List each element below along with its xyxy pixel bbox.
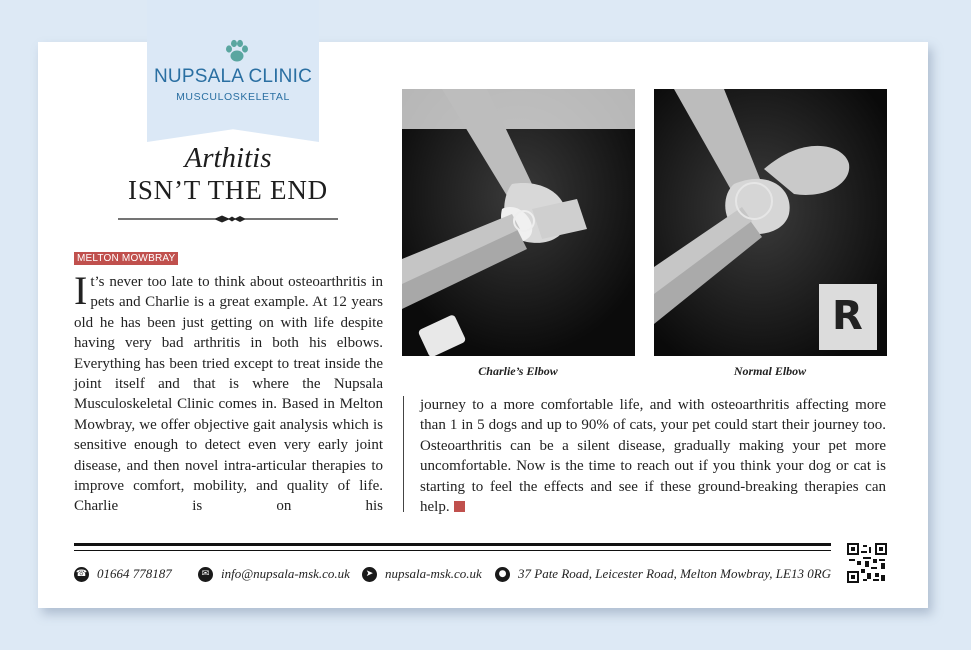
envelope-icon: ✉ xyxy=(198,567,213,582)
headline-line-2: ISN’T THE END xyxy=(128,175,328,205)
xray-image-charlie xyxy=(402,89,635,356)
article-text-left xyxy=(74,268,383,517)
drop-cap: I xyxy=(74,268,88,313)
footer-rule-thin xyxy=(74,550,831,551)
headline-line-1: Arthitis xyxy=(184,142,272,174)
column-rule xyxy=(403,396,404,512)
clinic-subtitle: MUSCULOSKELETAL xyxy=(176,91,290,103)
article-text-right xyxy=(420,395,886,517)
qr-code-icon[interactable] xyxy=(847,543,887,583)
footer-email[interactable] xyxy=(198,566,350,582)
location-tag: MELTON MOWBRAY xyxy=(74,252,178,265)
clinic-name: NUPSALA CLINIC xyxy=(153,66,313,87)
phone-icon: ☎ xyxy=(74,567,89,582)
paw-logo-icon xyxy=(224,38,250,64)
ornamental-divider xyxy=(118,213,338,225)
caption-charlie-elbow: Charlie’s Elbow xyxy=(478,364,558,378)
right-column-text: journey to a more comfortable life, and with osteoarthritis affecting more than 1 in 5 dogs and up to 90% of cats, your pet could start their journey too. Osteoarthritis can be a silent disease, gradually making your pet more uncomfortable. Now is the time to reach out if you think your dog or cat is starting to feel the effects and see if these ground-breaking therapies can help. xyxy=(420,397,886,516)
xray-image-normal xyxy=(654,89,887,356)
website-text: nupsala-msk.co.uk xyxy=(385,566,482,581)
phone-text: 01664 778187 xyxy=(97,566,172,581)
footer-phone[interactable] xyxy=(74,566,172,582)
cursor-icon: ➤ xyxy=(362,567,377,582)
end-mark xyxy=(454,501,465,512)
footer-website[interactable] xyxy=(362,566,482,582)
footer-address xyxy=(495,566,831,582)
email-text: info@nupsala-msk.co.uk xyxy=(221,566,350,581)
address-text: 37 Pate Road, Leicester Road, Melton Mowbray, LE13 0RG xyxy=(518,566,832,581)
left-column-text: t’s never too late to think about osteoarthritis in pets and Charlie is a great example. At 12 years old he has been just getting on with life despite having very bad arthritis in both his elbows. Everything has been tried except to treat inside the joint itself and that is where the Nupsala Musculoskeletal Clinic comes in. Based in Melton Mowbray, we offer objective gait analysis which is sensitive enough to detect even very early joint disease, and then novel intra-articular therapies to improve comfort, mobility, and quality of life. Charlie is on his xyxy=(74,274,383,515)
svg-text:R: R xyxy=(832,293,863,339)
caption-normal-elbow: Normal Elbow xyxy=(733,364,807,378)
footer-rule-thick xyxy=(74,543,831,546)
location-pin-icon: ● xyxy=(495,567,510,582)
